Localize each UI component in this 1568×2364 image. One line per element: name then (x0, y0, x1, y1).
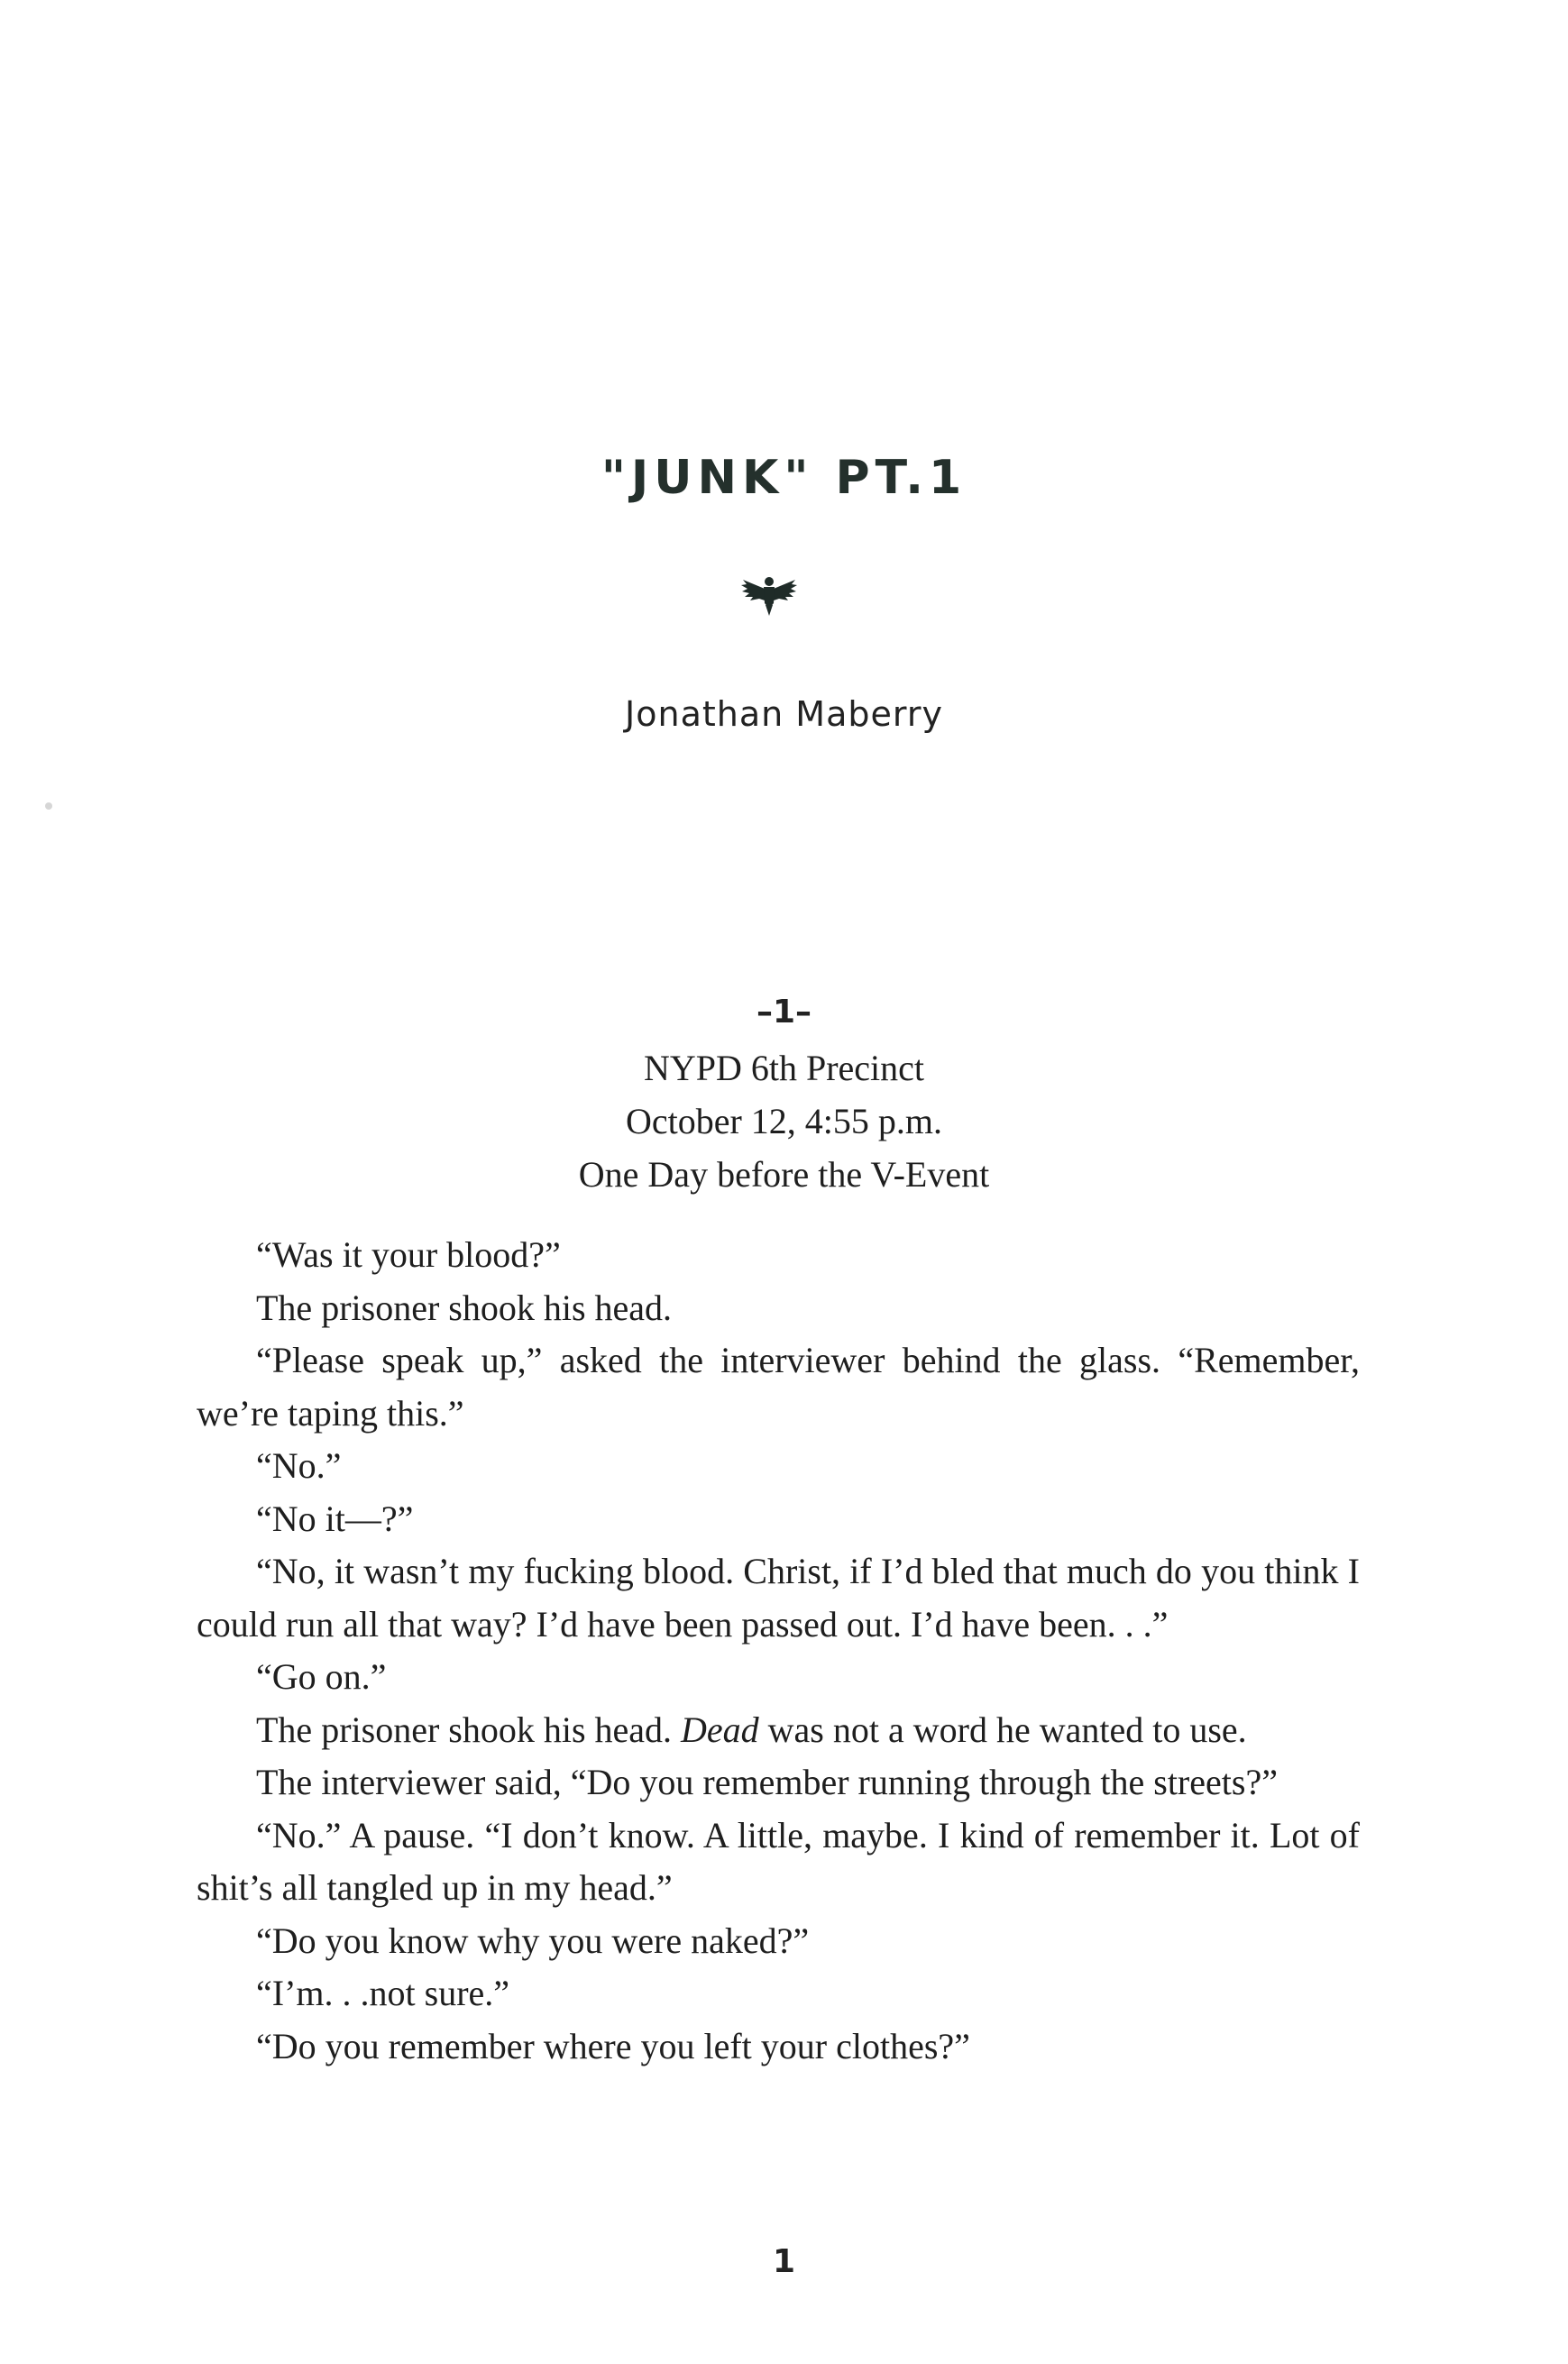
paragraph (197, 1704, 1360, 1757)
paragraph: “Do you know why you were naked?” (256, 1920, 810, 1961)
emphasized-word: Dead (681, 1709, 759, 1750)
paragraph: “Please speak up,” asked the interviewer behind the glass. “Remember, we’re taping this.” (197, 1340, 1360, 1434)
paragraph: “No.” A pause. “I don’t know. A little, maybe. I kind of remember it. Lot of shit’s all tangled up in my head.” (197, 1814, 1360, 1908)
section-heading (0, 1041, 1568, 1201)
paragraph-text: was not a word he wanted to use. (758, 1709, 1247, 1750)
author-name: Jonathan Maberry (625, 694, 943, 734)
chapter-title: "JUNK" PT.1 (601, 451, 967, 505)
paragraph: “No.” (256, 1445, 342, 1486)
paragraph: “Do you remember where you left your clothes?” (256, 2025, 970, 2066)
paragraph: “No it—?” (256, 1498, 414, 1539)
section-timeline: One Day before the V-Event (578, 1154, 990, 1195)
paragraph: “Was it your blood?” (256, 1234, 561, 1275)
section-datetime: October 12, 4:55 p.m. (625, 1101, 943, 1141)
paragraph: “I’m. . .not sure.” (256, 1973, 510, 2013)
eagle-ornament-icon (739, 573, 799, 618)
paragraph-text: The prisoner shook his head. (256, 1709, 682, 1750)
section-number: –1– (756, 994, 812, 1031)
section-location: NYPD 6th Precinct (643, 1048, 925, 1088)
body-text (197, 1229, 1360, 2073)
paragraph: The interviewer said, “Do you remember running through the streets?” (256, 1762, 1278, 1802)
page-number: 1 (772, 2243, 796, 2280)
paragraph: The prisoner shook his head. (256, 1287, 673, 1328)
paragraph: “Go on.” (256, 1656, 387, 1697)
paragraph: “No, it wasn’t my fucking blood. Christ, if I’d bled that much do you think I could run all that way? I’d have been passed out. I’d have been. . .” (197, 1551, 1360, 1645)
scan-speck (45, 802, 52, 810)
